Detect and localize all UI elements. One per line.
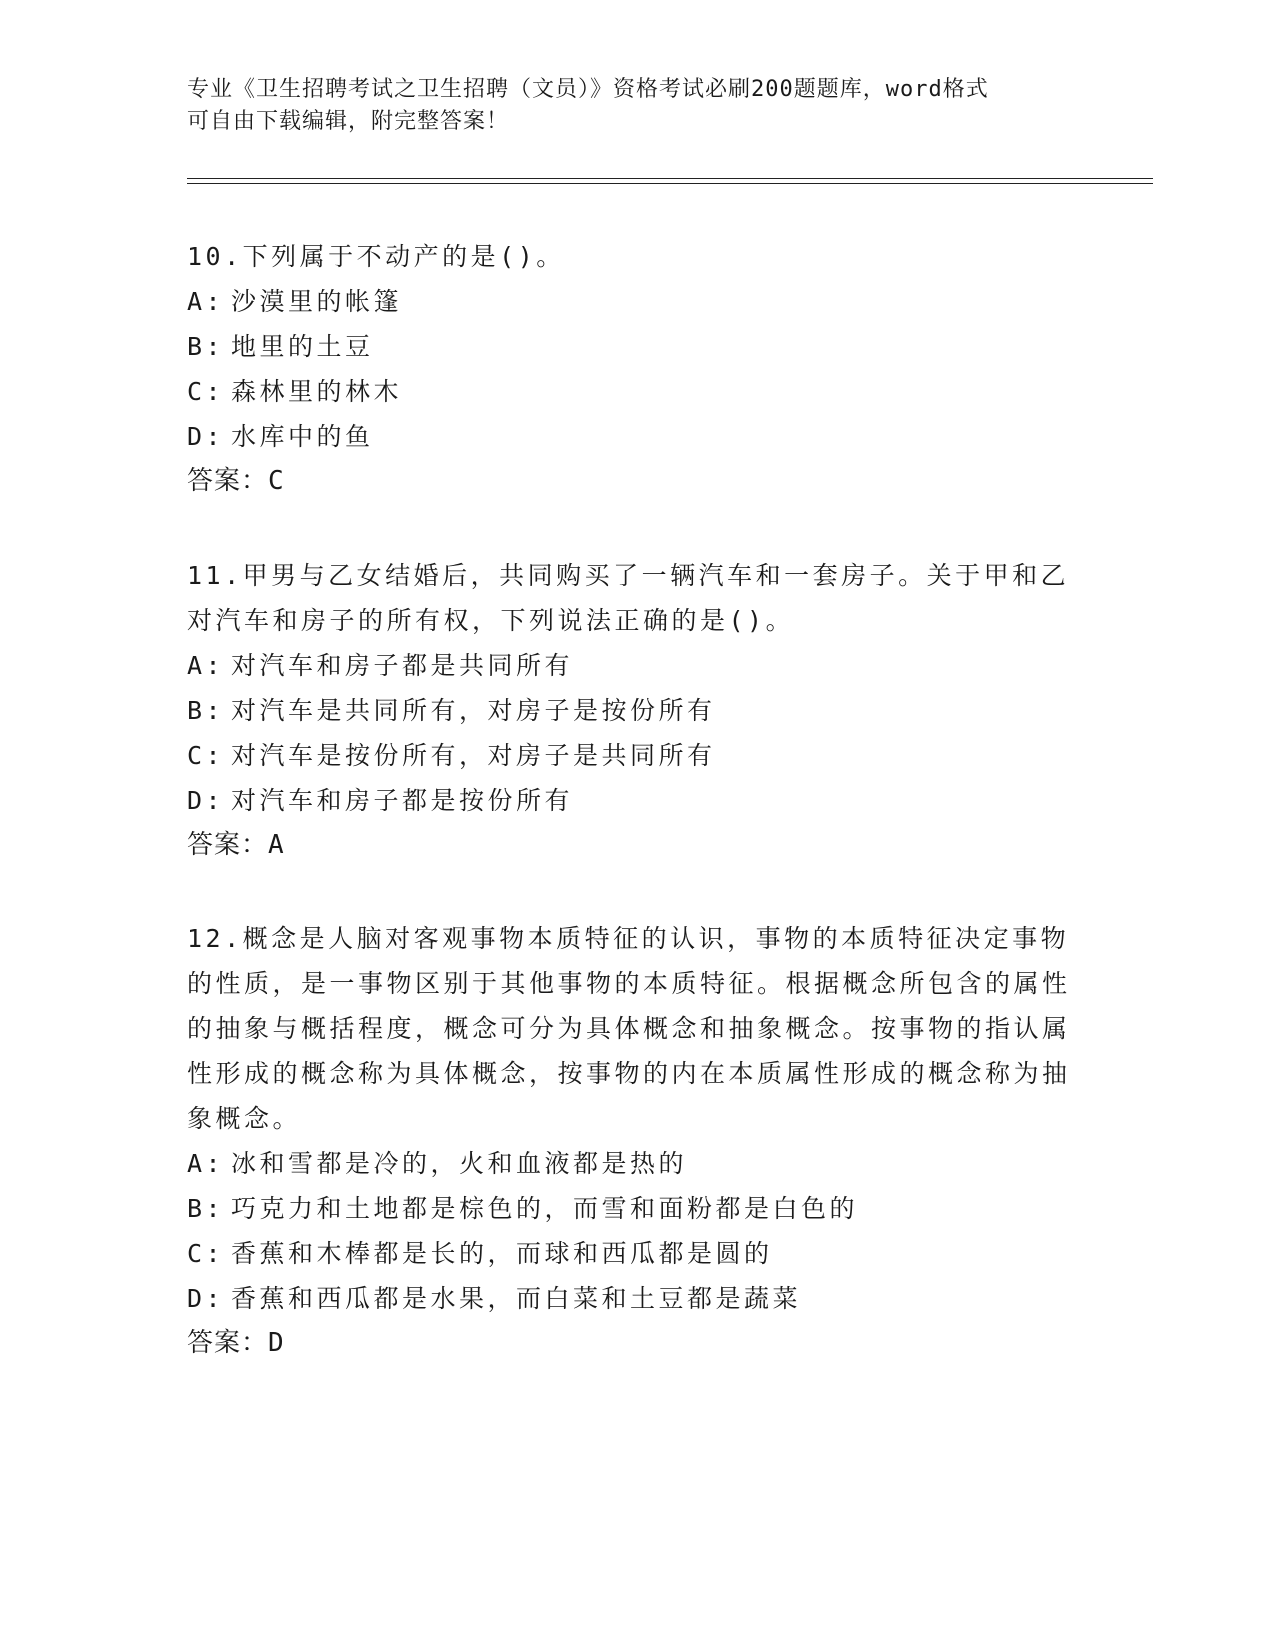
option-b [187,1186,1087,1231]
option-text: 水库中的鱼 [231,422,374,451]
option-key: C: [187,1239,225,1268]
option-text: 对汽车是按份所有，对房子是共同所有 [231,741,716,770]
option-a [187,1141,1087,1186]
option-key: B: [187,332,225,361]
answer-label: 答案： [187,830,269,860]
option-text: 冰和雪都是冷的，火和血液都是热的 [231,1149,688,1178]
option-text: 对汽车是共同所有，对房子是按份所有 [231,696,716,725]
answer-line [187,1321,1087,1366]
option-key: B: [187,696,225,725]
option-a [187,643,1087,688]
option-c [187,369,1087,414]
header-line-2: 可自由下载编辑，附完整答案！ [187,109,510,134]
option-key: D: [187,422,225,451]
answer-value: A [268,830,285,860]
option-text: 对汽车和房子都是按份所有 [231,786,574,815]
option-text: 巧克力和土地都是棕色的，而雪和面粉都是白色的 [231,1194,859,1223]
answer-value: C [268,466,285,496]
option-text: 香蕉和木棒都是长的，而球和西瓜都是圆的 [231,1239,773,1268]
option-text: 地里的土豆 [231,332,374,361]
question-stem: 10.下列属于不动产的是()。 [187,242,565,271]
header-divider-bottom [187,183,1153,184]
option-key: B: [187,1194,225,1223]
option-d [187,778,1087,823]
option-text: 对汽车和房子都是共同所有 [231,651,574,680]
question-12 [187,916,1087,1366]
option-c [187,733,1087,778]
option-d [187,414,1087,459]
option-key: D: [187,786,225,815]
header-line-1: 专业《卫生招聘考试之卫生招聘（文员）》资格考试必刷200题题库，word格式 [187,77,989,102]
option-b [187,688,1087,733]
option-text: 香蕉和西瓜都是水果，而白菜和土豆都是蔬菜 [231,1284,802,1313]
option-b [187,324,1087,369]
option-text: 沙漠里的帐篷 [231,287,403,316]
question-11 [187,553,1087,868]
document-header [187,74,1067,138]
answer-value: D [268,1328,285,1358]
option-a [187,279,1087,324]
answer-line [187,823,1087,868]
question-stem: 12.概念是人脑对客观事物本质特征的认识，事物的本质特征决定事物的性质，是一事物区别于其他事物的本质特征。根据概念所包含的属性的抽象与概括程度，概念可分为具体概念和抽象概念。按事物的指认属性形成的概念称为具体概念，按事物的内在本质属性形成的概念称为抽象概念。 [187,924,1071,1133]
answer-label: 答案： [187,466,269,496]
answer-line [187,459,1087,504]
option-key: D: [187,1284,225,1313]
option-key: A: [187,1149,225,1178]
option-key: A: [187,651,225,680]
answer-label: 答案： [187,1328,269,1358]
option-text: 森林里的林木 [231,377,403,406]
question-10 [187,234,1087,504]
option-key: C: [187,741,225,770]
option-c [187,1231,1087,1276]
option-key: C: [187,377,225,406]
header-divider-top [187,178,1153,179]
option-key: A: [187,287,225,316]
option-d [187,1276,1087,1321]
question-stem: 11.甲男与乙女结婚后，共同购买了一辆汽车和一套房子。关于甲和乙对汽车和房子的所有权，下列说法正确的是()。 [187,561,1070,635]
